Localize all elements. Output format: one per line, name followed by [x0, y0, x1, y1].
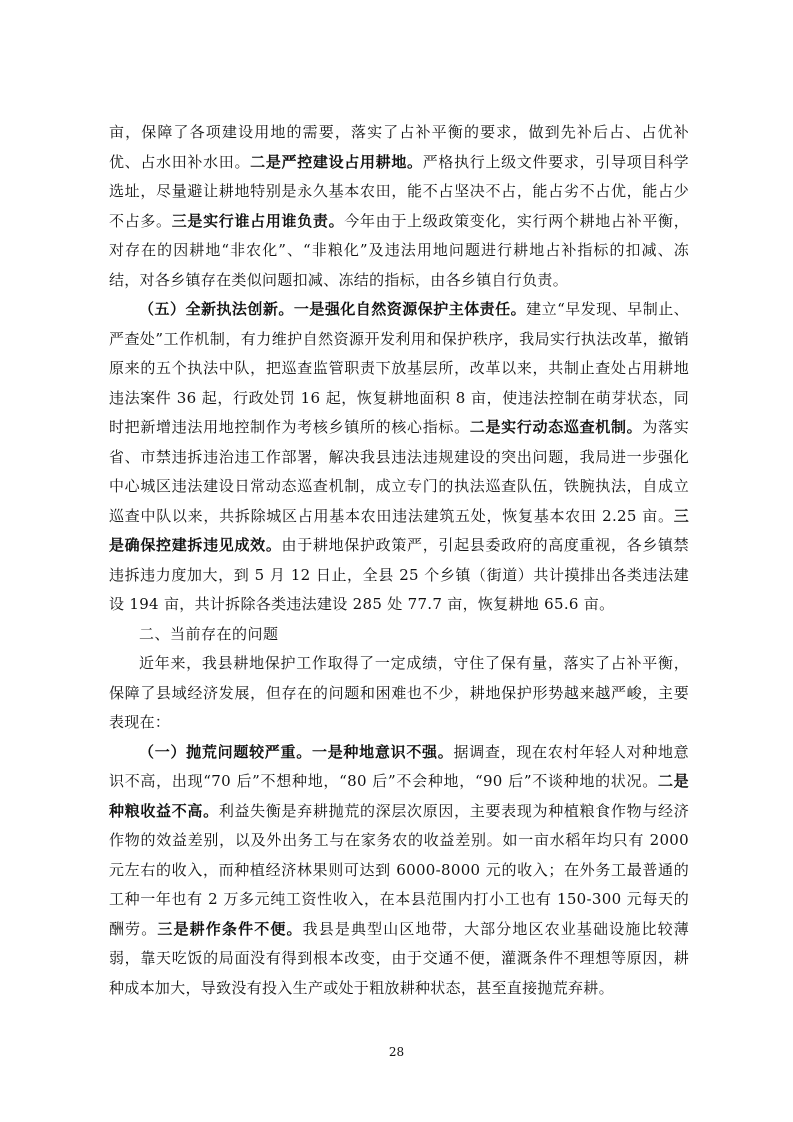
text-run: 建立“早发现、早制止、严查处”工作机制，有力维护自然资源开发利用和保护秩序，我局实行执法改革，撤销原来的五个执法中队，把巡查监管职责下放基层所，改革以来，共制止查处占用耕地违法案件 36 起，行政处罚 16 起，恢复耕地面积 8 亩，使违法控制在萌芽状态，同时把新增违法用地控制作为考核乡镇所的核心指标。 — [109, 300, 689, 436]
text-run: 严格执行上级文件要求，引导项目科学选址，尽量避让耕地特别是永久基本农田，能不占坚决不占，能占劣不占优，能占少不占多。 — [109, 152, 689, 230]
paragraph — [109, 649, 689, 738]
bold-run: 二是严控建设占用耕地。 — [250, 152, 423, 171]
bold-run: 三是实行谁占用谁负责。 — [171, 211, 345, 230]
bold-run: 三是确保控建拆违见成效。 — [109, 506, 689, 554]
text-run: 近年来，我县耕地保护工作取得了一定成绩，守住了保有量，落实了占补平衡，保障了县域经济发展，但存在的问题和困难也不少，耕地保护形势越来越严峻，主要表现在： — [109, 654, 689, 731]
text-run: 为落实省、市禁违拆违治违工作部署，解决我县违法违规建设的突出问题，我局进一步强化中心城区违法建设日常动态巡查机制，成立专门的执法巡查队伍，铁腕执法，自成立巡查中队以来，共拆除城区占用基本农田违法建筑五处，恢复基本农田 2.25 亩。 — [109, 418, 689, 525]
text-run: 由于耕地保护政策严，引起县委政府的高度重视，各乡镇禁违拆违力度加大，到 5 月 12 日止，全县 25 个乡镇（街道）共计摸排出各类违法建设 194 亩，共计拆除各类违法建设 285 处 77.7 亩，恢复耕地 65.6 亩。 — [109, 536, 689, 613]
text-run: 今年由于上级政策变化，实行两个耕地占补平衡，对存在的因耕地“非农化”、“非粮化”及违法用地问题进行耕地占补指标的扣减、冻结，对各乡镇存在类似问题扣减、冻结的指标，由各乡镇自行负责。 — [109, 211, 689, 289]
bold-run: （一）抛荒问题较严重。一是种地意识不强。 — [139, 742, 454, 761]
paragraph — [109, 118, 689, 295]
bold-run: 二是种粮收益不高。 — [109, 772, 689, 820]
paragraph — [109, 738, 689, 1004]
text-run: 亩，保障了各项建设用地的需要，落实了占补平衡的要求，做到先补后占、占优补优、占水田补水田。 — [109, 123, 689, 171]
text-run: 我县是典型山区地带，大部分地区农业基础设施比较薄弱，靠天吃饭的局面没有得到根本改变，由于交通不便，灌溉条件不理想等原因，耕种成本加大，导致没有投入生产或处于粗放耕种状态，甚至直接抛荒弃耕。 — [109, 919, 690, 997]
document-body — [109, 118, 689, 1003]
paragraph-group-bottom — [109, 649, 689, 1003]
page-number: 28 — [388, 1045, 405, 1059]
bold-run: 二是实行动态巡查机制。 — [469, 418, 643, 436]
bold-run: 三是耕作条件不便。 — [157, 919, 303, 938]
paragraph — [109, 295, 689, 620]
section-heading: 二、当前存在的问题 — [139, 624, 279, 643]
paragraph-group-top — [109, 118, 689, 620]
bold-run: （五）全新执法创新。一是强化自然资源保护主体责任。 — [139, 300, 527, 318]
text-run: 利益失衡是弃耕抛荒的深层次原因，主要表现为种植粮食作物与经济作物的效益差别，以及外出务工与在家务农的收益差别。如一亩水稻年均只有 2000 元左右的收入，而种植经济林果则可达到 6000-8000 元的收入；在外务工最普通的工种一年也有 2 万多元纯工资性收入，在本县范围内打小工也有 150-300 元每天的酬劳。 — [109, 801, 689, 938]
text-run: 据调查，现在农村年轻人对种地意识不高，出现“70 后”不想种地，“80 后”不会种地，“90 后”不谈种地的状况。 — [109, 742, 689, 790]
